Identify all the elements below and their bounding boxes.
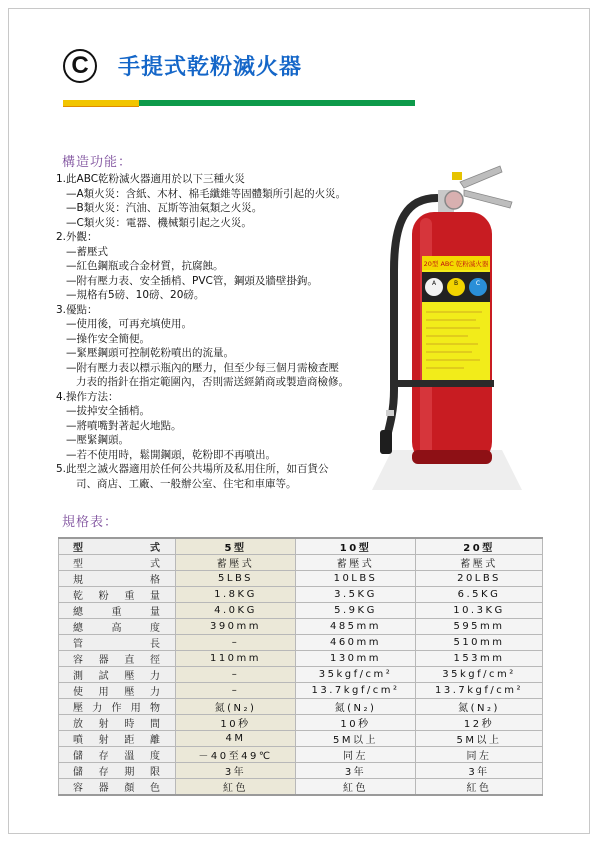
row-label: 總重量 (59, 603, 176, 619)
table-row (59, 555, 543, 571)
table-row (59, 683, 543, 699)
table-row (59, 651, 543, 667)
table-cell: 460mm (296, 635, 416, 651)
table-row (59, 747, 543, 763)
table-row (59, 635, 543, 651)
list-item: 司、商店、工廠、一般辦公室、住宅和車庫等。 (76, 477, 297, 490)
list-item: —B類火災：汽油、瓦斯等油氣類之火災。 (66, 202, 263, 214)
list-item-heading: 5.此型之滅火器適用於任何公共場所及私用住所，如百貨公 (56, 463, 329, 475)
list-item: —將噴嘴對著起火地點。 (66, 419, 182, 432)
table-cell: 4.0KG (176, 603, 296, 619)
badge-letter: C (71, 52, 89, 79)
structure-list (56, 172, 386, 491)
table-cell: 10.3KG (416, 603, 543, 619)
table-cell: 同左 (296, 747, 416, 763)
svg-text:C: C (475, 280, 481, 287)
column-header: 型 式 (59, 538, 176, 555)
list-item: —緊壓鋼頭可控制乾粉噴出的流量。 (66, 347, 234, 359)
table-row (59, 699, 543, 715)
list-item: —C類火災：電器、機械類引起之火災。 (66, 216, 252, 229)
spec-heading: 規格表： (62, 515, 119, 530)
row-label: 管 長 (59, 635, 176, 651)
table-cell: 10LBS (296, 571, 416, 587)
list-item: —A類火災：含紙、木材、棉毛纖維等固體類所引起的火災。 (66, 187, 347, 200)
table-cell: 35kgf/cm² (416, 667, 543, 683)
title-underline-yellow (63, 100, 139, 107)
table-cell: 5LBS (176, 571, 296, 587)
row-label: 使用壓力 (59, 683, 176, 699)
list-item-heading: 4.操作方法： (56, 390, 119, 403)
svg-text:20型 ABC 乾粉滅火器: 20型 ABC 乾粉滅火器 (423, 260, 489, 268)
list-item: —附有壓力表、安全插梢、PVC管，鋼頭及牆壁掛鉤。 (66, 274, 318, 287)
table-cell: 390mm (176, 619, 296, 635)
table-cell: 130mm (296, 651, 416, 667)
table-cell: 10秒 (176, 715, 296, 731)
row-label: 測試壓力 (59, 667, 176, 683)
list-item: 力表的指針在指定範圍內，否則需送經銷商或製造商檢修。 (76, 376, 349, 388)
row-label: 噴射距離 (59, 731, 176, 747)
table-cell: 153mm (416, 651, 543, 667)
table-cell: 3.5KG (296, 587, 416, 603)
row-label: 容器直徑 (59, 651, 176, 667)
table-cell: 6.5KG (416, 587, 543, 603)
list-item-heading: 2.外觀： (56, 231, 98, 243)
table-cell: 氮(N₂) (416, 699, 543, 715)
row-label: 容器顏色 (59, 779, 176, 796)
table-cell: 蓄壓式 (296, 555, 416, 571)
table-cell: – (176, 683, 296, 699)
table-cell: 5M以上 (296, 731, 416, 747)
list-item: —蓄壓式 (66, 245, 108, 258)
table-cell: 3年 (176, 763, 296, 779)
table-cell: 595mm (416, 619, 543, 635)
table-row (59, 603, 543, 619)
table-cell: 12秒 (416, 715, 543, 731)
table-cell: 蓄壓式 (176, 555, 296, 571)
table-cell: 氮(N₂) (176, 699, 296, 715)
table-cell: – (176, 635, 296, 651)
table-cell: 紅色 (416, 779, 543, 796)
svg-text:A: A (431, 280, 437, 287)
column-header: 5型 (176, 538, 296, 555)
table-cell: 同左 (416, 747, 543, 763)
table-cell: – (176, 667, 296, 683)
fire-extinguisher-illustration (372, 160, 522, 490)
table-cell: 13.7kgf/cm² (416, 683, 543, 699)
table-cell: 13.7kgf/cm² (296, 683, 416, 699)
row-label: 規 格 (59, 571, 176, 587)
list-item: —規格有5磅、10磅、20磅。 (66, 289, 205, 301)
table-cell: 蓄壓式 (416, 555, 543, 571)
table-cell: 3年 (296, 763, 416, 779)
table-cell: 5.9KG (296, 603, 416, 619)
table-row (59, 763, 543, 779)
table-row (59, 587, 543, 603)
row-label: 儲存溫度 (59, 747, 176, 763)
table-cell: 5M以上 (416, 731, 543, 747)
table-cell: 氮(N₂) (296, 699, 416, 715)
table-cell: 20LBS (416, 571, 543, 587)
table-row (59, 571, 543, 587)
structure-heading: 構造功能： (62, 155, 133, 170)
list-item: —使用後，可再充填使用。 (66, 318, 192, 330)
table-row (59, 731, 543, 747)
table-cell: 紅色 (176, 779, 296, 796)
row-label: 儲存期限 (59, 763, 176, 779)
row-label: 壓力作用物 (59, 699, 176, 715)
table-row (59, 779, 543, 796)
table-cell: 485mm (296, 619, 416, 635)
table-header-row (59, 538, 543, 555)
title-underline-green (139, 100, 415, 106)
table-row (59, 715, 543, 731)
list-item: —拔掉安全插梢。 (66, 405, 150, 417)
row-label: 乾粉重量 (59, 587, 176, 603)
column-header: 20型 (416, 538, 543, 555)
table-cell: 3年 (416, 763, 543, 779)
table-cell: 4M (176, 731, 296, 747)
list-item: —紅色鋼瓶或合金材質，抗腐蝕。 (66, 260, 224, 272)
table-cell: 110mm (176, 651, 296, 667)
list-item: —壓緊鋼頭。 (66, 434, 129, 446)
svg-text:B: B (453, 280, 459, 287)
table-row (59, 667, 543, 683)
list-item: —附有壓力表以標示瓶內的壓力，但至少每三個月需檢查壓 (66, 361, 339, 374)
table-cell: 1.8KG (176, 587, 296, 603)
table-cell: －40至49℃ (176, 747, 296, 763)
spec-table (58, 537, 543, 796)
list-item: —若不使用時，鬆開鋼頭，乾粉即不再噴出。 (66, 448, 276, 461)
table-cell: 紅色 (296, 779, 416, 796)
row-label: 放射時間 (59, 715, 176, 731)
table-cell: 35kgf/cm² (296, 667, 416, 683)
table-row (59, 619, 543, 635)
column-header: 10型 (296, 538, 416, 555)
list-item-heading: 3.優點： (56, 303, 98, 316)
table-cell: 10秒 (296, 715, 416, 731)
page-title: 手提式乾粉滅火器 (118, 55, 303, 80)
table-cell: 510mm (416, 635, 543, 651)
list-item-heading: 1.此ABC乾粉滅火器適用於以下三種火災 (56, 173, 246, 185)
list-item: —操作安全簡便。 (66, 332, 150, 345)
row-label: 總高度 (59, 619, 176, 635)
row-label: 型 式 (59, 555, 176, 571)
section-badge-c-icon (63, 49, 97, 83)
